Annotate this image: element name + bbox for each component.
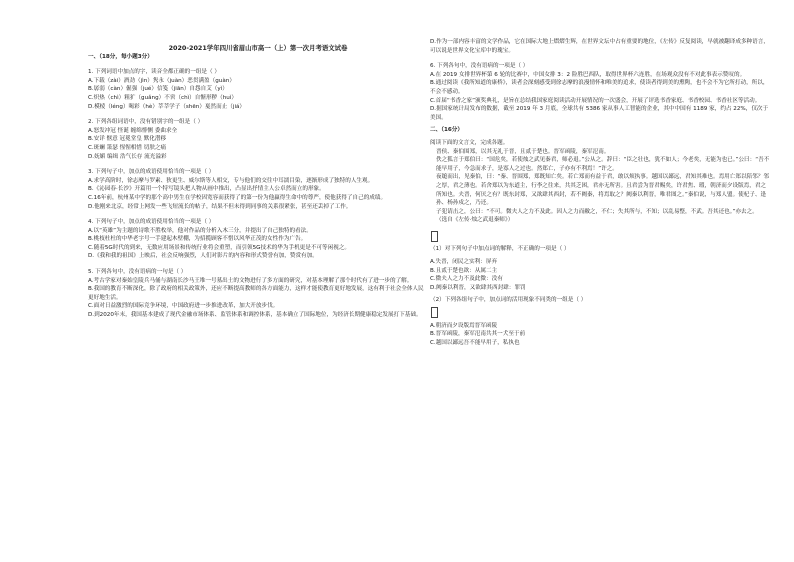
passage-paragraph-4: 子犯请击之，公曰：“不可。微夫人之力不及此。因人之力而敝之，不仁；失其所与，不知；以乱易整，不武。吾其还也。”亦去之。 bbox=[436, 208, 758, 215]
q7-option-d: D.阙秦以利晋，又欲肆其西封肆：罪罚 bbox=[430, 284, 526, 291]
q3-stem: 3. 下列句子中，加点的成语使用恰当的一项是（ ） bbox=[88, 169, 215, 176]
q4-option-d: D.《我和我的祖国》上映后，社会反响强烈，人们对影片的内容和形式赞誉有加，赞赏有加。 bbox=[88, 253, 318, 260]
q5-stem: 5. 下列各句中，没有语病的一句是（ ） bbox=[88, 269, 187, 276]
q7-stem: （1）对下列句子中加点词的解释，不正确的一项是（ ） bbox=[430, 246, 570, 253]
passage-intro: 阅读下面的文言文，完成各题。 bbox=[430, 139, 509, 146]
passage-source: （选自《左传·烛之武退秦师》） bbox=[436, 217, 514, 224]
q3-option-c: C.16年前，杭州某中学的那个高中男生在学校因宽容而获得了的第一份为他赢得生命中的尊严，使他获得了自己的成绩。 bbox=[88, 194, 387, 201]
q8-option-c: C.越国以鄙远吾不能早用子，私执也 bbox=[430, 339, 520, 346]
q2-option-b: B.安详 惬意 冠冕堂皇 默化潜移 bbox=[88, 136, 167, 143]
q4-option-a: A.以“英雄”为主题的诗歌不胜枚举，他对作品的分析入木三分，并提出了自己独特的看法。 bbox=[88, 227, 312, 234]
q4-option-c: C.随着5G时代的到来，无数应用场景和传统行业将会重塑，而引领5G技术的华为手机更是不可等闲视之。 bbox=[88, 244, 351, 251]
passage-paragraph-3: 夜缒而出，见秦伯，曰：“秦、晋围郑，郑既知亡矣。若亡郑而有益于君，敢以烦执事。越国以鄙远，君知其难也。焉用亡郑以陪邻？邻之厚，君之薄也。若舍郑以为东道主，行李之往来，共其乏困，君亦无所害。且君尝为晋君赐矣，许君焦、瑕，朝济而夕设版焉，君之所知也。夫晋，何厌之有？既东封郑，又欲肆其西封，若不阙秦，将焉取之？阙秦以利晋，唯君图之。”秦伯说，与郑人盟。使杞子、逢孙、杨孙戍之，乃还。 bbox=[436, 174, 769, 207]
q4-stem: 4. 下列句子中，加点的成语使用恰当的一项是（ ） bbox=[88, 219, 215, 226]
q1-stem: 1. 下列词语中加点的字，读音全都正确的一组是（ ） bbox=[88, 69, 220, 76]
q6-stem: 6. 下列各句中，没有语病的一项是（ ） bbox=[430, 63, 529, 70]
q2-option-d: D.妩媚 编缉 浩气长存 流光溢彩 bbox=[88, 153, 167, 160]
q5-option-c: C.面对日益激烈的国际竞争环境，中国政府进一步推进改革，加大开放步伐。 bbox=[88, 303, 279, 310]
q1-option-b: B.孱弱（càn）倔强（jué）信笺（jiān）自怨自艾（yì） bbox=[88, 86, 228, 93]
q1-option-d: D.模棱（léng）喝彩（hè）莘莘学子（shēn）戛然而止（jiá） bbox=[88, 103, 246, 110]
q2-option-c: C.斑斓 箫瑟 惺惺相惜 切肤之痛 bbox=[88, 144, 167, 151]
q5-option-a: A.考古学家对秦始皇陵兵马俑与湖南长沙马王堆一号墓出土的文物进行了多方面的研究，对基本理解了那个时代有了进一步的了解。 bbox=[88, 277, 413, 284]
q8-option-a: A.朝济而夕设版焉晋军函陵 bbox=[430, 322, 498, 329]
q5-option-d: D.到2020年末，我国基本建成了现代金融市场体系、监管体系和调控体系，基本确立了国际地位，为经济长期健康稳定发展打下基础。 bbox=[88, 312, 422, 319]
section-one-heading: 一、（18分，每小题3分） bbox=[88, 53, 153, 60]
q5-option-d-tail: D.作为一部内容丰富的文学作品，它在国际大地上熠熠生辉，在世界文坛中占有重要的地位，《左传》反复阅读，早就被翻译成多种语言，可以说是世界文化宝库中的瑰宝。 bbox=[430, 39, 769, 54]
q3-option-b: B.《沁园春·长沙》开篇用一个特写镜头把人物从画中推出，凸显出抒情主人公卓然而立的形象。 bbox=[88, 186, 325, 193]
q3-option-a: A.求学高阶时，徐志摩与罗素、狄更生、威尔斯等人相交，专与他们的交往中耳濡目染，逐渐形成了独特的人生观。 bbox=[88, 177, 374, 184]
q2-option-a: A.怒发冲冠 怪诞 缠绵悱恻 委曲求全 bbox=[88, 127, 178, 134]
q1-option-a: A.下载（zài）酒劲（jìn）隽永（juàn）恶贯满盈（guàn） bbox=[88, 77, 235, 84]
answer-box-q8[interactable] bbox=[431, 307, 438, 318]
q7-option-c: C.微夫人之力不及此微：没有 bbox=[430, 276, 503, 283]
answer-box-q7[interactable] bbox=[431, 231, 438, 242]
q8-stem: （2）下列各组句子中，加点词的活用现象不同类的一组是（ ） bbox=[430, 297, 587, 304]
left-column bbox=[88, 38, 428, 320]
q7-option-a: A.失晋，闭民之实利：屏弃 bbox=[430, 259, 498, 266]
q6-option-d: D.据国家统计局发布的数据，截至 2019 年 3 月底，全球共有 5386 家从事人工智能的企业，其中中国有 1189 家，约占 22%，仅次于美国。 bbox=[430, 106, 769, 121]
right-column bbox=[430, 38, 770, 347]
exam-title: 2020-2021学年四川省眉山市高一（上）第一次月考语文试卷 bbox=[168, 44, 348, 52]
passage-paragraph-2: 佚之狐言于郑伯曰：“国危矣，若使烛之武见秦君，师必退。”公从之。辞曰：“臣之壮也，犹不如人；今老矣，无能为也已。”公曰：“吾不能早用子，今急而求子，是寡人之过也。然郑亡，子亦有不利焉！”许之。 bbox=[436, 157, 770, 172]
q6-option-b: B.通过阅读《我所知道的康桥》，读者会深刻感受到徐志摩的浪漫情怀和唯美的追求，使读者得到美的熏陶，也不会不为它所打动，所以，不会不感动。 bbox=[430, 80, 769, 95]
q5-option-b: B.我国的教育不断深化，除了政府的相关政策外，还应不断提高教师的各方面能力，这样才能使教育更好地发展，这有利于社会全体人民更好地生活。 bbox=[88, 286, 424, 301]
q1-option-c: C.炽热（chì）粗犷（guǎng）不啻（chì）自惭形秽（huì） bbox=[88, 94, 237, 101]
q6-option-c: C.首届“书香之家”颁奖典礼，是旨在总结我国家庭阅读活动开展情况的一次盛会，开展了评选书香家庭、书香校园、书香社区等活动。 bbox=[430, 97, 761, 104]
q2-stem: 2. 下列各组词语中，没有错别字的一组是（ ） bbox=[88, 119, 204, 126]
q4-option-b: B.桃枝杜杜的中华老字号一手建起木壁棚，为招揽顾客不惜以风华正茂的女性作为广告。 bbox=[88, 236, 307, 243]
q6-option-a: A.在 2019 女排世界杯第 6 轮的比赛中，中国女排 3：2 险胜巴西队，取得世界杯六连胜，在场观众没有不对此事表示赞叹的。 bbox=[430, 71, 746, 78]
q7-option-b: B.且贰于楚也欲：从属二主 bbox=[430, 267, 498, 274]
q8-option-b: B.晋军函陵，秦军氾南共其一犬至于前 bbox=[430, 331, 526, 338]
passage-paragraph-1: 晋侯、秦伯围郑，以其无礼于晋，且贰于楚也。晋军函陵，秦军氾南。 bbox=[436, 148, 610, 155]
q3-option-d: D.他刚来北京，经常上网发一些飞短流长的帖子，结果不但未得到同事的关系很紧张，甚至还丢掉了工作。 bbox=[88, 203, 352, 210]
section-two-heading: 二、（16分） bbox=[430, 127, 463, 134]
